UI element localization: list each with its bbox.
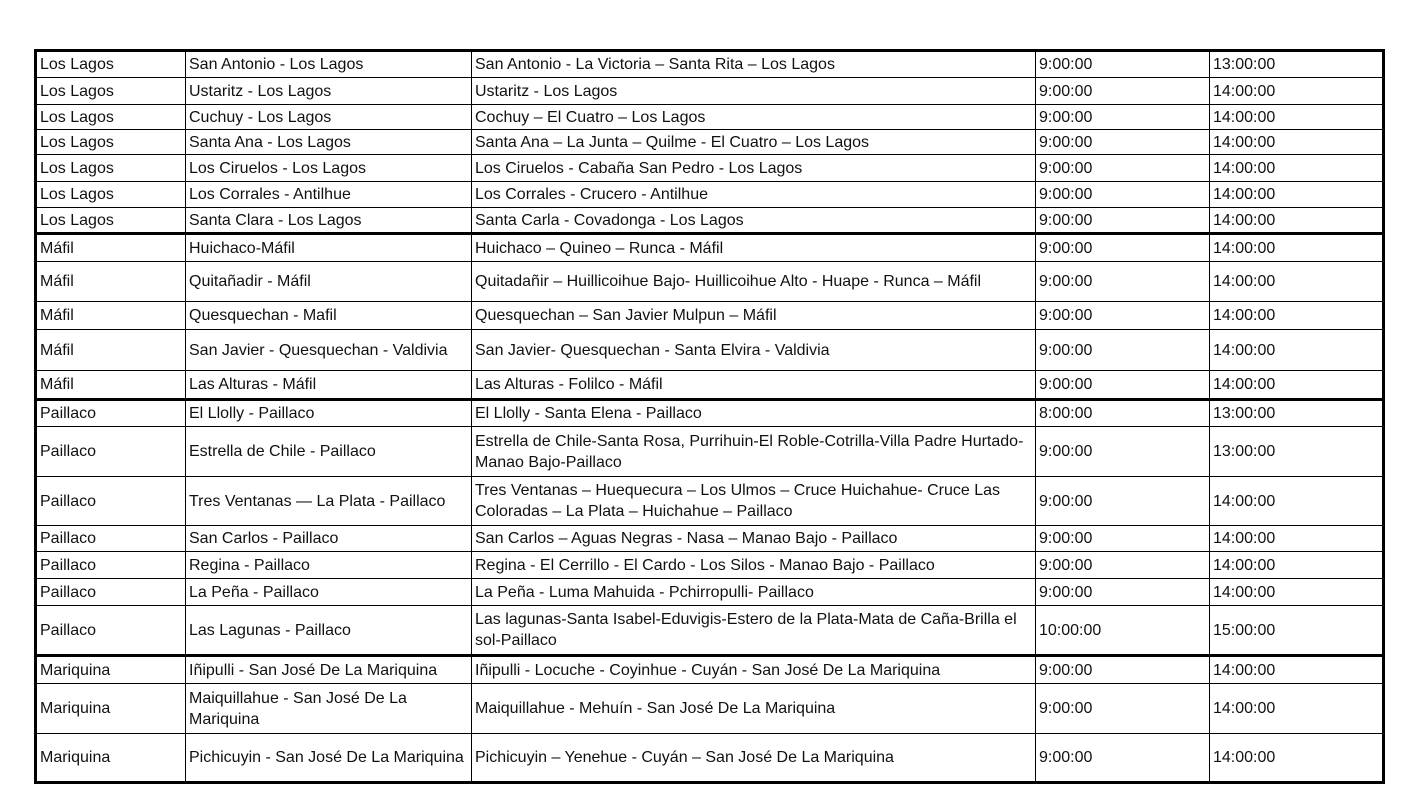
comuna-cell: Los Lagos <box>36 51 186 78</box>
route-cell: Estrella de Chile-Santa Rosa, Purrihuin-El Roble-Cotrilla-Villa Padre Hurtado-Manao Bajo-Paillaco <box>472 427 1036 477</box>
table-row <box>36 400 1384 427</box>
comuna-cell: Paillaco <box>36 552 186 579</box>
end-time-cell: 14:00:00 <box>1210 656 1384 684</box>
start-time-cell: 9:00:00 <box>1036 526 1210 552</box>
comuna-cell: Los Lagos <box>36 208 186 234</box>
sector-cell: Pichicuyin - San José De La Mariquina <box>186 734 472 783</box>
table-row <box>36 734 1384 783</box>
sector-cell: San Antonio - Los Lagos <box>186 51 472 78</box>
sector-cell: Las Lagunas - Paillaco <box>186 606 472 656</box>
comuna-cell: Los Lagos <box>36 182 186 208</box>
sector-cell: Los Corrales - Antilhue <box>186 182 472 208</box>
table-row <box>36 552 1384 579</box>
comuna-cell: Mariquina <box>36 734 186 783</box>
end-time-cell: 14:00:00 <box>1210 182 1384 208</box>
route-cell: Quitadañir – Huillicoihue Bajo- Huillicoihue Alto - Huape - Runca – Máfil <box>472 262 1036 302</box>
start-time-cell: 9:00:00 <box>1036 552 1210 579</box>
end-time-cell: 14:00:00 <box>1210 330 1384 371</box>
table-row <box>36 208 1384 234</box>
route-schedule-table <box>34 49 1385 784</box>
sector-cell: Maiquillahue - San José De La Mariquina <box>186 684 472 734</box>
end-time-cell: 15:00:00 <box>1210 606 1384 656</box>
table-row <box>36 477 1384 526</box>
comuna-cell: Los Lagos <box>36 130 186 155</box>
start-time-cell: 9:00:00 <box>1036 684 1210 734</box>
route-cell: Las Alturas - Folilco - Máfil <box>472 371 1036 400</box>
end-time-cell: 14:00:00 <box>1210 155 1384 182</box>
comuna-cell: Paillaco <box>36 477 186 526</box>
comuna-cell: Máfil <box>36 330 186 371</box>
route-cell: San Javier- Quesquechan - Santa Elvira - Valdivia <box>472 330 1036 371</box>
sector-cell: Quitañadir - Máfil <box>186 262 472 302</box>
start-time-cell: 9:00:00 <box>1036 656 1210 684</box>
end-time-cell: 14:00:00 <box>1210 734 1384 783</box>
end-time-cell: 14:00:00 <box>1210 262 1384 302</box>
route-cell: La Peña - Luma Mahuida - Pchirropulli- Paillaco <box>472 579 1036 606</box>
comuna-cell: Paillaco <box>36 606 186 656</box>
start-time-cell: 9:00:00 <box>1036 155 1210 182</box>
sector-cell: Quesquechan - Mafil <box>186 302 472 330</box>
route-cell: Tres Ventanas – Huequecura – Los Ulmos – Cruce Huichahue- Cruce Las Coloradas – La Plata – Huichahue – Paillaco <box>472 477 1036 526</box>
comuna-cell: Los Lagos <box>36 78 186 105</box>
comuna-cell: Máfil <box>36 302 186 330</box>
route-cell: Los Corrales - Crucero - Antilhue <box>472 182 1036 208</box>
route-cell: Cochuy – El Cuatro – Los Lagos <box>472 105 1036 130</box>
table-row <box>36 656 1384 684</box>
start-time-cell: 9:00:00 <box>1036 130 1210 155</box>
table-row <box>36 330 1384 371</box>
comuna-cell: Máfil <box>36 234 186 262</box>
start-time-cell: 9:00:00 <box>1036 182 1210 208</box>
sector-cell: San Carlos - Paillaco <box>186 526 472 552</box>
table-row <box>36 606 1384 656</box>
table-row <box>36 155 1384 182</box>
route-cell: Quesquechan – San Javier Mulpun – Máfil <box>472 302 1036 330</box>
table-row <box>36 51 1384 78</box>
start-time-cell: 9:00:00 <box>1036 234 1210 262</box>
end-time-cell: 14:00:00 <box>1210 78 1384 105</box>
sector-cell: Santa Clara - Los Lagos <box>186 208 472 234</box>
sector-cell: Ustaritz - Los Lagos <box>186 78 472 105</box>
table-row <box>36 262 1384 302</box>
sector-cell: Iñipulli - San José De La Mariquina <box>186 656 472 684</box>
table-row <box>36 105 1384 130</box>
start-time-cell: 9:00:00 <box>1036 579 1210 606</box>
sector-cell: Cuchuy - Los Lagos <box>186 105 472 130</box>
end-time-cell: 14:00:00 <box>1210 526 1384 552</box>
route-cell: Regina - El Cerrillo - El Cardo - Los Silos - Manao Bajo - Paillaco <box>472 552 1036 579</box>
start-time-cell: 9:00:00 <box>1036 330 1210 371</box>
comuna-cell: Mariquina <box>36 684 186 734</box>
start-time-cell: 9:00:00 <box>1036 302 1210 330</box>
start-time-cell: 10:00:00 <box>1036 606 1210 656</box>
end-time-cell: 14:00:00 <box>1210 552 1384 579</box>
route-cell: Santa Ana – La Junta – Quilme - El Cuatro – Los Lagos <box>472 130 1036 155</box>
end-time-cell: 13:00:00 <box>1210 400 1384 427</box>
route-cell: Iñipulli - Locuche - Coyinhue - Cuyán - San José De La Mariquina <box>472 656 1036 684</box>
route-cell: Ustaritz - Los Lagos <box>472 78 1036 105</box>
end-time-cell: 14:00:00 <box>1210 130 1384 155</box>
start-time-cell: 9:00:00 <box>1036 262 1210 302</box>
comuna-cell: Paillaco <box>36 400 186 427</box>
start-time-cell: 9:00:00 <box>1036 734 1210 783</box>
table-row <box>36 182 1384 208</box>
sector-cell: San Javier - Quesquechan - Valdivia <box>186 330 472 371</box>
end-time-cell: 14:00:00 <box>1210 579 1384 606</box>
sector-cell: Las Alturas - Máfil <box>186 371 472 400</box>
sector-cell: Tres Ventanas — La Plata - Paillaco <box>186 477 472 526</box>
table-row <box>36 579 1384 606</box>
end-time-cell: 14:00:00 <box>1210 302 1384 330</box>
end-time-cell: 14:00:00 <box>1210 105 1384 130</box>
sector-cell: Regina - Paillaco <box>186 552 472 579</box>
comuna-cell: Mariquina <box>36 656 186 684</box>
comuna-cell: Paillaco <box>36 526 186 552</box>
route-cell: Santa Carla - Covadonga - Los Lagos <box>472 208 1036 234</box>
start-time-cell: 9:00:00 <box>1036 51 1210 78</box>
sector-cell: Santa Ana - Los Lagos <box>186 130 472 155</box>
start-time-cell: 9:00:00 <box>1036 371 1210 400</box>
table-row <box>36 526 1384 552</box>
route-cell: San Carlos – Aguas Negras - Nasa – Manao Bajo - Paillaco <box>472 526 1036 552</box>
table-row <box>36 130 1384 155</box>
table-row <box>36 371 1384 400</box>
route-cell: Pichicuyin – Yenehue - Cuyán – San José De La Mariquina <box>472 734 1036 783</box>
route-cell: Maiquillahue - Mehuín - San José De La Mariquina <box>472 684 1036 734</box>
sector-cell: El Llolly - Paillaco <box>186 400 472 427</box>
route-cell: El Llolly - Santa Elena - Paillaco <box>472 400 1036 427</box>
route-cell: San Antonio - La Victoria – Santa Rita – Los Lagos <box>472 51 1036 78</box>
table-row <box>36 78 1384 105</box>
end-time-cell: 14:00:00 <box>1210 684 1384 734</box>
end-time-cell: 14:00:00 <box>1210 371 1384 400</box>
sector-cell: La Peña - Paillaco <box>186 579 472 606</box>
route-cell: Las lagunas-Santa Isabel-Eduvigis-Estero de la Plata-Mata de Caña-Brilla el sol-Paillaco <box>472 606 1036 656</box>
comuna-cell: Los Lagos <box>36 105 186 130</box>
start-time-cell: 9:00:00 <box>1036 105 1210 130</box>
comuna-cell: Los Lagos <box>36 155 186 182</box>
sector-cell: Estrella de Chile - Paillaco <box>186 427 472 477</box>
table-row <box>36 684 1384 734</box>
sector-cell: Huichaco-Máfil <box>186 234 472 262</box>
route-cell: Huichaco – Quineo – Runca - Máfil <box>472 234 1036 262</box>
start-time-cell: 9:00:00 <box>1036 78 1210 105</box>
schedule-body <box>36 51 1384 783</box>
start-time-cell: 9:00:00 <box>1036 208 1210 234</box>
table-row <box>36 427 1384 477</box>
start-time-cell: 9:00:00 <box>1036 477 1210 526</box>
end-time-cell: 13:00:00 <box>1210 427 1384 477</box>
start-time-cell: 8:00:00 <box>1036 400 1210 427</box>
comuna-cell: Máfil <box>36 262 186 302</box>
comuna-cell: Máfil <box>36 371 186 400</box>
end-time-cell: 14:00:00 <box>1210 208 1384 234</box>
comuna-cell: Paillaco <box>36 579 186 606</box>
end-time-cell: 14:00:00 <box>1210 234 1384 262</box>
route-cell: Los Ciruelos - Cabaña San Pedro - Los Lagos <box>472 155 1036 182</box>
sector-cell: Los Ciruelos - Los Lagos <box>186 155 472 182</box>
start-time-cell: 9:00:00 <box>1036 427 1210 477</box>
comuna-cell: Paillaco <box>36 427 186 477</box>
table-row <box>36 234 1384 262</box>
end-time-cell: 14:00:00 <box>1210 477 1384 526</box>
table-row <box>36 302 1384 330</box>
end-time-cell: 13:00:00 <box>1210 51 1384 78</box>
